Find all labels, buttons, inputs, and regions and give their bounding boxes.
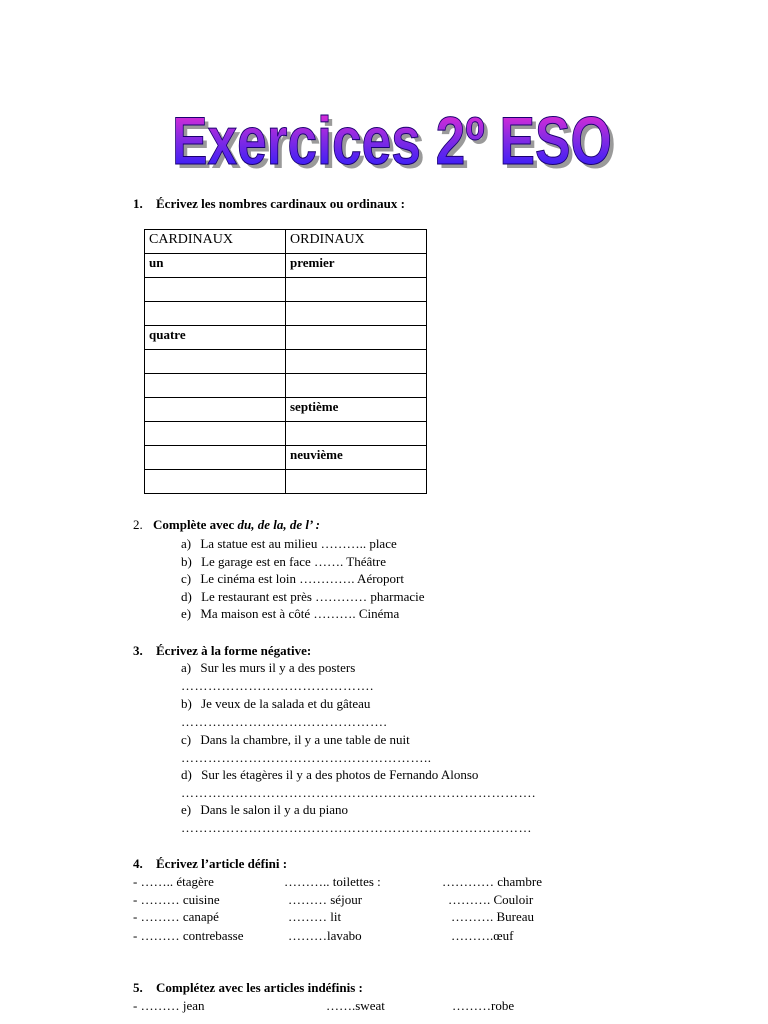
table-cell[interactable] (286, 422, 427, 446)
table-cell[interactable] (145, 398, 286, 422)
question-title: Écrivez les nombres cardinaux ou ordinaux : (156, 196, 405, 211)
list-item (181, 554, 386, 570)
item-text: Dans la chambre, il y a une table de nuit (200, 732, 410, 747)
question-number: 2. (133, 517, 143, 532)
item-text: Sur les murs il y a des posters (200, 660, 356, 675)
table-cell[interactable]: premier (286, 254, 427, 278)
fill-in-blank[interactable]: ……….. toilettes : (284, 874, 381, 889)
table-cell[interactable]: septième (286, 398, 427, 422)
list-item (181, 589, 425, 605)
table-row (145, 302, 427, 326)
table-cell[interactable] (286, 350, 427, 374)
fill-in-blank[interactable]: - ……… jean (133, 998, 205, 1013)
page-title (170, 92, 630, 182)
item-letter: e) (181, 802, 192, 817)
table-row (145, 422, 427, 446)
table-cell[interactable] (286, 302, 427, 326)
item-letter: b) (181, 696, 192, 711)
fill-in-blank[interactable]: - …….. étagère (133, 874, 214, 889)
list-item (181, 660, 355, 676)
answer-line[interactable]: ………………………………………. (181, 714, 388, 729)
fill-in-blank[interactable]: - ……… cuisine (133, 892, 220, 907)
table-row (145, 470, 427, 494)
question-number: 3. (133, 643, 143, 658)
table-row (145, 326, 427, 350)
table-cell[interactable]: neuvième (286, 446, 427, 470)
question-number: 1. (133, 196, 143, 211)
list-item (181, 767, 478, 783)
table-header-row (145, 230, 427, 254)
answer-line[interactable]: ……………………………………………….. (181, 750, 432, 765)
question-title: Écrivez l’article défini : (156, 856, 288, 871)
table-cell[interactable] (286, 278, 427, 302)
fill-in-blank[interactable]: - ……… canapé (133, 909, 219, 924)
fill-in-blank[interactable]: ………. Bureau (451, 909, 535, 924)
table-cell[interactable] (145, 278, 286, 302)
list-item (181, 732, 410, 748)
item-text: Le garage est en face ……. Théâtre (201, 554, 387, 569)
question-1-heading (133, 196, 405, 212)
list-item (181, 571, 404, 587)
item-text: Sur les étagères il y a des photos de Fernando Alonso (201, 767, 479, 782)
list-item (181, 536, 397, 552)
table-cell[interactable] (145, 422, 286, 446)
answer-line[interactable]: ……………………………………. (181, 678, 374, 693)
svg-text:Exercices 2º ESO: Exercices 2º ESO (172, 103, 612, 179)
fill-in-blank[interactable]: ……….œuf (451, 928, 514, 943)
item-text: La statue est au milieu ……….. place (200, 536, 397, 551)
item-letter: a) (181, 536, 192, 551)
item-letter: a) (181, 660, 192, 675)
numbers-table (144, 229, 427, 494)
question-number: 4. (133, 856, 143, 871)
item-letter: d) (181, 589, 192, 604)
list-item (181, 606, 399, 622)
question-title: Écrivez à la forme négative: (156, 643, 312, 658)
item-letter: e) (181, 606, 192, 621)
table-cell[interactable]: quatre (145, 326, 286, 350)
answer-line[interactable]: …………………………………………………………………… (181, 820, 532, 835)
table-row (145, 350, 427, 374)
question-5-heading (133, 980, 363, 996)
question-number: 5. (133, 980, 143, 995)
item-text: Je veux de la salada et du gâteau (201, 696, 371, 711)
item-letter: c) (181, 571, 192, 586)
item-letter: c) (181, 732, 192, 747)
table-cell[interactable] (145, 470, 286, 494)
list-item (181, 802, 348, 818)
table-row (145, 374, 427, 398)
question-title-emphasis: du, de la, de l’ : (237, 517, 320, 532)
table-row (145, 278, 427, 302)
fill-in-blank[interactable]: ………lavabo (288, 928, 362, 943)
list-item (181, 696, 370, 712)
item-text: Le restaurant est près ………… pharmacie (201, 589, 425, 604)
question-title: Complétez avec les articles indéfinis : (156, 980, 363, 995)
table-cell[interactable]: un (145, 254, 286, 278)
fill-in-blank[interactable]: - ……… contrebasse (133, 928, 244, 943)
fill-in-blank[interactable]: ………. Couloir (448, 892, 534, 907)
fill-in-blank[interactable]: ………… chambre (442, 874, 543, 889)
item-text: Dans le salon il y a du piano (200, 802, 349, 817)
table-row (145, 254, 427, 278)
answer-line[interactable]: ……………………………………………………………………. (181, 785, 536, 800)
table-cell[interactable] (286, 326, 427, 350)
item-text: Le cinéma est loin …………. Aéroport (200, 571, 404, 586)
column-header-ordinaux: ORDINAUX (286, 230, 427, 254)
item-letter: d) (181, 767, 192, 782)
table-cell[interactable] (145, 446, 286, 470)
item-letter: b) (181, 554, 192, 569)
fill-in-blank[interactable]: ……… lit (288, 909, 342, 924)
table-cell[interactable] (145, 374, 286, 398)
column-header-cardinaux: CARDINAUX (145, 230, 286, 254)
fill-in-blank[interactable]: …….sweat (326, 998, 385, 1013)
table-row (145, 398, 427, 422)
fill-in-blank[interactable]: ……… séjour (288, 892, 363, 907)
table-row (145, 446, 427, 470)
fill-in-blank[interactable]: ………robe (452, 998, 515, 1013)
question-3-heading (133, 643, 311, 659)
question-title: Complète avec (153, 517, 238, 532)
table-cell[interactable] (286, 470, 427, 494)
table-cell[interactable] (145, 350, 286, 374)
question-2-heading (133, 517, 320, 533)
table-cell[interactable] (145, 302, 286, 326)
item-text: Ma maison est à côté ………. Cinéma (200, 606, 400, 621)
table-cell[interactable] (286, 374, 427, 398)
question-4-heading (133, 856, 287, 872)
svg-text:Exercices 2º ESO: Exercices 2º ESO (176, 107, 616, 182)
